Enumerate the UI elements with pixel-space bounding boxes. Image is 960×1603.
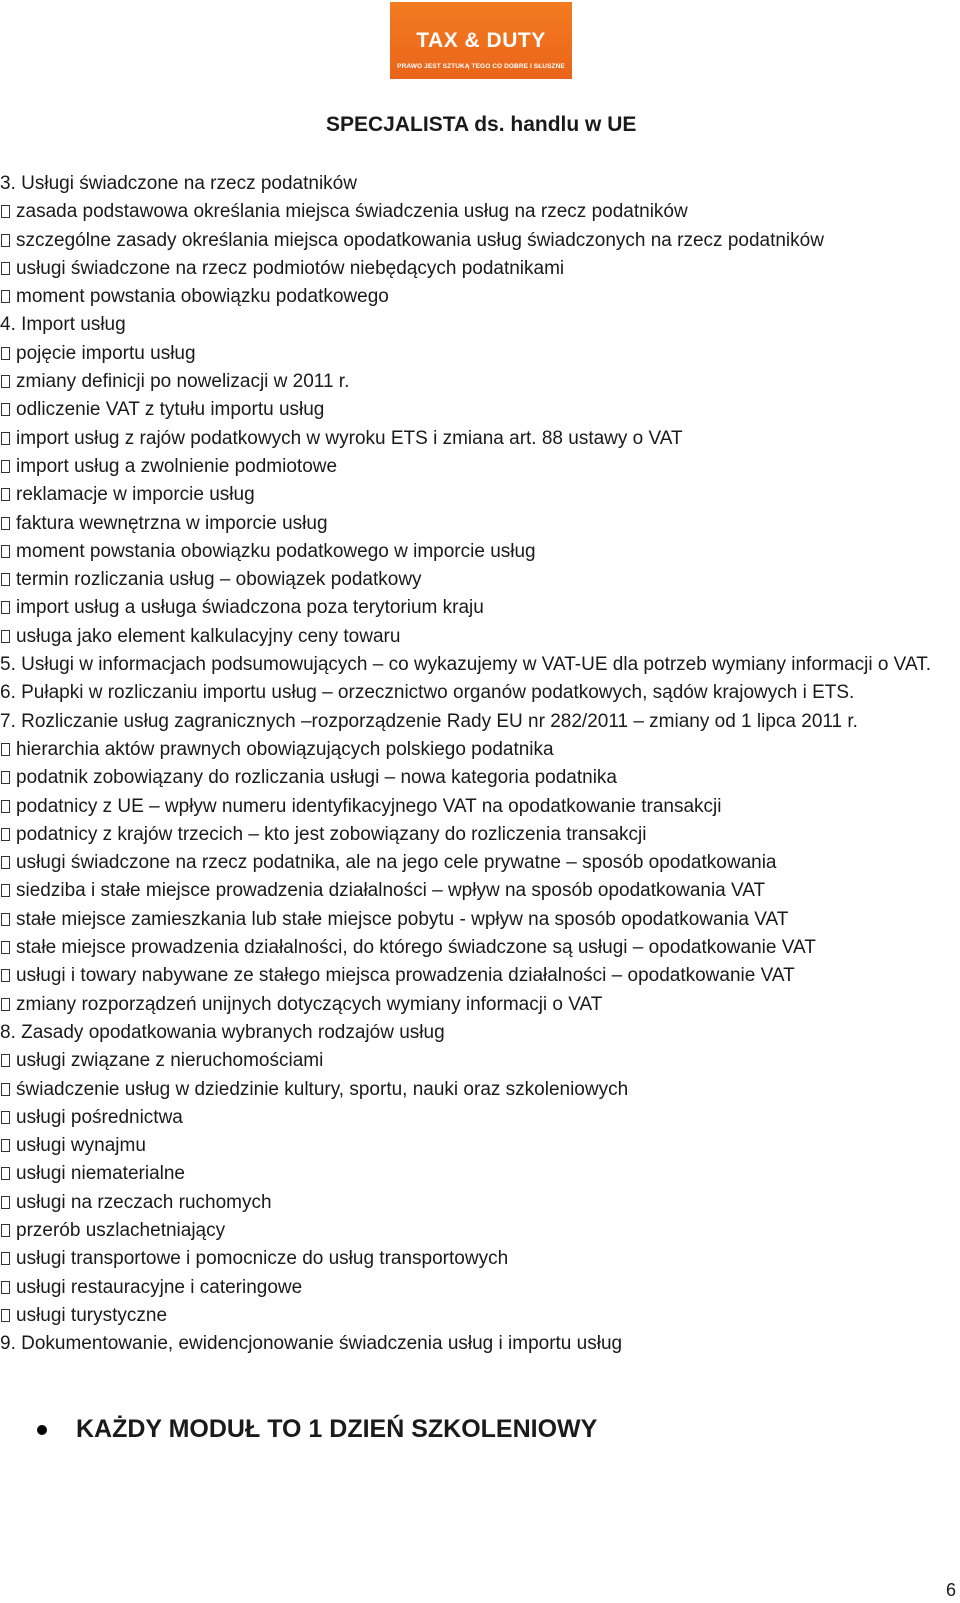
footer-note: KAŻDY MODUŁ TO 1 DZIEŃ SZKOLENIOWY [76, 1415, 598, 1443]
missing-glyph-icon [1, 601, 10, 614]
missing-glyph-icon [1, 1111, 10, 1124]
missing-glyph-icon [1, 375, 10, 388]
company-logo [390, 2, 572, 79]
missing-glyph-icon [1, 1309, 10, 1322]
line-text: podatnik zobowiązany do rozliczania usługi – nowa kategoria podatnika [16, 767, 617, 789]
list-item [0, 594, 955, 622]
missing-glyph-icon [1, 1083, 10, 1096]
line-text: import usług a zwolnienie podmiotowe [16, 455, 338, 477]
line-text: 4. Import usług [0, 314, 126, 336]
list-item [0, 1189, 955, 1217]
list-item [0, 962, 955, 990]
line-text: moment powstania obowiązku podatkowego [16, 286, 389, 308]
list-item [0, 764, 955, 792]
line-text: zasada podstawowa określania miejsca świadczenia usług na rzecz podatników [16, 201, 688, 223]
list-item [0, 255, 955, 283]
missing-glyph-icon [1, 347, 10, 360]
line-text: odliczenie VAT z tytułu importu usług [16, 399, 325, 421]
list-item [0, 1274, 955, 1302]
missing-glyph-icon [1, 1139, 10, 1152]
bullet-dot-icon [37, 1425, 47, 1435]
list-item [0, 1104, 955, 1132]
line-text: świadczenie usług w dziedzinie kultury, sportu, nauki oraz szkoleniowych [16, 1078, 629, 1100]
missing-glyph-icon [1, 630, 10, 643]
missing-glyph-icon [1, 432, 10, 445]
line-text: faktura wewnętrzna w imporcie usług [16, 512, 328, 534]
missing-glyph-icon [1, 234, 10, 247]
line-text: usługi na rzeczach ruchomych [16, 1191, 272, 1213]
list-item [0, 1217, 955, 1245]
line-text: stałe miejsce prowadzenia działalności, do którego świadczone są usługi – opodatkowanie VAT [16, 937, 816, 959]
list-item [0, 198, 955, 226]
missing-glyph-icon [1, 205, 10, 218]
list-item [0, 1302, 955, 1330]
missing-glyph-icon [1, 969, 10, 982]
list-item [0, 821, 955, 849]
list-item [0, 1047, 955, 1075]
missing-glyph-icon [1, 884, 10, 897]
list-item [0, 1245, 955, 1273]
section-heading [0, 651, 955, 679]
missing-glyph-icon [1, 488, 10, 501]
list-item [0, 481, 955, 509]
list-item [0, 736, 955, 764]
line-text: usługi niematerialne [16, 1163, 185, 1185]
line-text: usługi pośrednictwa [16, 1106, 183, 1128]
missing-glyph-icon [1, 1252, 10, 1265]
line-text: przerób uszlachetniający [16, 1219, 226, 1241]
list-item [0, 793, 955, 821]
line-text: 8. Zasady opodatkowania wybranych rodzajów usług [0, 1021, 445, 1043]
list-item [0, 368, 955, 396]
section-heading [0, 679, 955, 707]
list-item [0, 1132, 955, 1160]
list-item [0, 227, 955, 255]
line-text: zmiany definicji po nowelizacji w 2011 r. [16, 371, 350, 393]
missing-glyph-icon [1, 403, 10, 416]
section-heading [0, 170, 955, 198]
line-text: import usług a usługa świadczona poza terytorium kraju [16, 597, 484, 619]
line-text: usługi wynajmu [16, 1135, 146, 1157]
line-text: moment powstania obowiązku podatkowego w imporcie usług [16, 540, 536, 562]
missing-glyph-icon [1, 1054, 10, 1067]
missing-glyph-icon [1, 743, 10, 756]
line-text: usługi turystyczne [16, 1304, 168, 1326]
line-text: usługi związane z nieruchomościami [16, 1050, 324, 1072]
list-item [0, 623, 955, 651]
line-text: 9. Dokumentowanie, ewidencjonowanie świadczenia usług i importu usług [0, 1333, 623, 1355]
line-text: usługi transportowe i pomocnicze do usług transportowych [16, 1248, 509, 1270]
line-text: pojęcie importu usług [16, 342, 196, 364]
logo-name: TAX & DUTY [416, 29, 546, 52]
missing-glyph-icon [1, 828, 10, 841]
line-text: 3. Usługi świadczone na rzecz podatników [0, 173, 357, 194]
list-item [0, 934, 955, 962]
missing-glyph-icon [1, 856, 10, 869]
missing-glyph-icon [1, 517, 10, 530]
missing-glyph-icon [1, 998, 10, 1011]
list-item [0, 453, 955, 481]
line-text: zmiany rozporządzeń unijnych dotyczących wymiany informacji o VAT [16, 993, 603, 1015]
list-item [0, 991, 955, 1019]
line-text: usługi restauracyjne i cateringowe [16, 1276, 303, 1298]
section-heading [0, 708, 955, 736]
logo-tagline: PRAWO JEST SZTUKĄ TEGO CO DOBRE I SŁUSZNE [397, 63, 565, 70]
line-text: usługi świadczone na rzecz podmiotów niebędących podatnikami [16, 257, 565, 279]
missing-glyph-icon [1, 1196, 10, 1209]
line-text: stałe miejsce zamieszkania lub stałe miejsce pobytu - wpływ na sposób opodatkowania VAT [16, 908, 789, 930]
line-text: usługi świadczone na rzecz podatnika, ale na jego cele prywatne – sposób opodatkowania [16, 852, 777, 874]
missing-glyph-icon [1, 800, 10, 813]
list-item [0, 566, 955, 594]
page-number: 6 [946, 1580, 957, 1600]
missing-glyph-icon [1, 913, 10, 926]
list-item [0, 849, 955, 877]
missing-glyph-icon [1, 1224, 10, 1237]
list-item [0, 340, 955, 368]
line-text: siedziba i stałe miejsce prowadzenia działalności – wpływ na sposób opodatkowania VAT [16, 880, 766, 902]
missing-glyph-icon [1, 545, 10, 558]
line-text: import usług z rajów podatkowych w wyroku ETS i zmiana art. 88 ustawy o VAT [16, 427, 683, 449]
list-item [0, 1160, 955, 1188]
list-item [0, 283, 955, 311]
line-text: reklamacje w imporcie usług [16, 484, 255, 506]
list-item [0, 396, 955, 424]
line-text: 7. Rozliczanie usług zagranicznych –rozporządzenie Rady EU nr 282/2011 – zmiany od 1 lipca 2011 r. [0, 710, 858, 732]
line-text: szczególne zasady określania miejsca opodatkowania usług świadczonych na rzecz podatników [16, 229, 824, 251]
line-text: 6. Pułapki w rozliczaniu importu usług – orzecznictwo organów podatkowych, sądów krajowych i ETS. [0, 682, 855, 704]
missing-glyph-icon [1, 290, 10, 303]
line-text: hierarchia aktów prawnych obowiązujących polskiego podatnika [16, 738, 554, 760]
line-text: usługa jako element kalkulacyjny ceny towaru [16, 625, 401, 647]
missing-glyph-icon [1, 1167, 10, 1180]
missing-glyph-icon [1, 460, 10, 473]
missing-glyph-icon [1, 941, 10, 954]
line-text: termin rozliczania usług – obowiązek podatkowy [16, 569, 422, 591]
missing-glyph-icon [1, 262, 10, 275]
section-heading [0, 311, 955, 339]
list-item [0, 906, 955, 934]
list-item [0, 510, 955, 538]
missing-glyph-icon [1, 1281, 10, 1294]
page-title: SPECJALISTA ds. handlu w UE [326, 113, 637, 136]
line-text: podatnicy z krajów trzecich – kto jest zobowiązany do rozliczenia transakcji [16, 823, 647, 845]
section-heading [0, 1330, 955, 1358]
list-item [0, 538, 955, 566]
list-item [0, 877, 955, 905]
list-item [0, 1076, 955, 1104]
line-text: podatnicy z UE – wpływ numeru identyfikacyjnego VAT na opodatkowanie transakcji [16, 795, 722, 817]
line-text: usługi i towary nabywane ze stałego miejsca prowadzenia działalności – opodatkowanie VAT [16, 965, 795, 987]
list-item [0, 425, 955, 453]
syllabus-list [0, 170, 955, 1358]
missing-glyph-icon [1, 771, 10, 784]
line-text: 5. Usługi w informacjach podsumowujących – co wykazujemy w VAT-UE dla potrzeb wymiany informacji o VAT. [0, 654, 931, 676]
section-heading [0, 1019, 955, 1047]
missing-glyph-icon [1, 573, 10, 586]
